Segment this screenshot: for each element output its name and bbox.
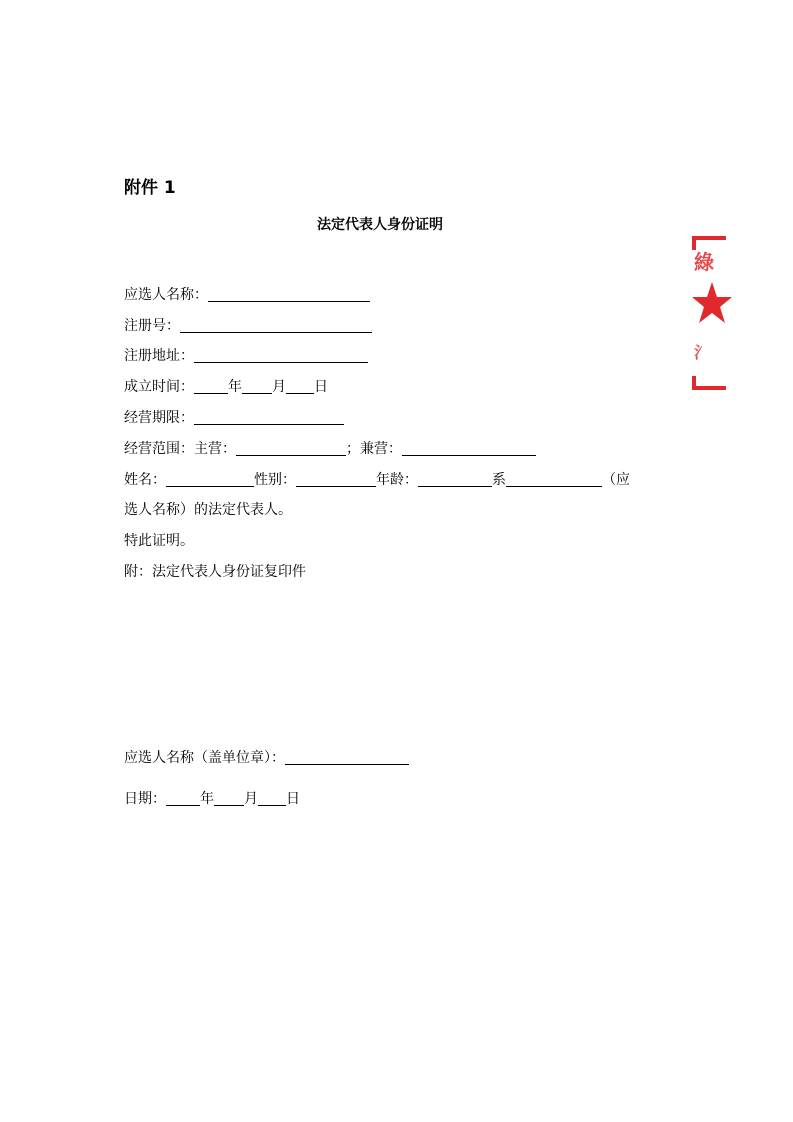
person-row bbox=[124, 470, 630, 490]
relation-label: 系 bbox=[492, 472, 506, 488]
main-business-blank[interactable] bbox=[236, 441, 346, 456]
paren-open: （应 bbox=[602, 472, 630, 488]
gender-blank[interactable] bbox=[296, 472, 376, 487]
est-month-unit: 月 bbox=[272, 379, 286, 395]
candidate-name-label: 应选人名称： bbox=[124, 287, 208, 303]
footer-date-row bbox=[124, 789, 300, 809]
seal-bracket-bottom bbox=[692, 376, 726, 390]
term-blank[interactable] bbox=[194, 410, 344, 425]
certify-text: 特此证明。 bbox=[124, 533, 194, 549]
footer-year-unit: 年 bbox=[200, 791, 214, 807]
document-title: 法定代表人身份证明 bbox=[317, 217, 443, 233]
term-row bbox=[124, 408, 344, 428]
reg-no-blank[interactable] bbox=[180, 318, 372, 333]
seal-blank[interactable] bbox=[285, 750, 409, 765]
est-month-blank[interactable] bbox=[242, 379, 272, 394]
est-date-label: 成立时间： bbox=[124, 379, 194, 395]
est-year-unit: 年 bbox=[228, 379, 242, 395]
seal-glyph-top: 綠 bbox=[694, 250, 714, 274]
certify-row bbox=[124, 531, 194, 551]
footer-month-blank[interactable] bbox=[214, 791, 244, 806]
est-day-unit: 日 bbox=[314, 379, 328, 395]
footer-year-blank[interactable] bbox=[166, 791, 200, 806]
footer-date-label: 日期： bbox=[124, 791, 166, 807]
red-seal-stamp bbox=[686, 232, 738, 392]
scope-row bbox=[124, 439, 536, 459]
footer-day-blank[interactable] bbox=[258, 791, 286, 806]
seal-label: 应选人名称（盖单位章）： bbox=[124, 750, 285, 766]
gender-label: 性别： bbox=[254, 472, 296, 488]
footer-month-unit: 月 bbox=[244, 791, 258, 807]
candidate-name-blank[interactable] bbox=[208, 287, 370, 302]
age-blank[interactable] bbox=[418, 472, 492, 487]
est-day-blank[interactable] bbox=[286, 379, 314, 394]
secondary-business-blank[interactable] bbox=[402, 441, 536, 456]
candidate-name-row bbox=[124, 285, 370, 305]
age-label: 年龄： bbox=[376, 472, 418, 488]
seal-star-icon bbox=[690, 280, 734, 326]
reg-addr-label: 注册地址： bbox=[124, 348, 194, 364]
line2-text: 选人名称）的法定代表人。 bbox=[124, 502, 292, 518]
scope-label: 经营范围：主营： bbox=[124, 441, 236, 457]
est-year-blank[interactable] bbox=[194, 379, 228, 394]
reg-no-label: 注册号： bbox=[124, 318, 180, 334]
term-label: 经营期限： bbox=[124, 410, 194, 426]
attachment-text: 附：法定代表人身份证复印件 bbox=[124, 564, 306, 580]
reg-addr-blank[interactable] bbox=[194, 348, 368, 363]
seal-row bbox=[124, 748, 409, 768]
reg-no-row bbox=[124, 316, 372, 336]
attachment-heading: 附件 1 bbox=[124, 178, 176, 198]
relation-blank[interactable] bbox=[506, 472, 602, 487]
seal-glyph-bottom: 氵 bbox=[694, 343, 711, 362]
est-date-row bbox=[124, 377, 328, 397]
secondary-label: ；兼营： bbox=[346, 441, 402, 457]
name-label: 姓名： bbox=[124, 472, 166, 488]
footer-day-unit: 日 bbox=[286, 791, 300, 807]
reg-addr-row bbox=[124, 346, 368, 366]
line2-row bbox=[124, 500, 292, 520]
name-blank[interactable] bbox=[166, 472, 254, 487]
attachment-row bbox=[124, 562, 306, 582]
